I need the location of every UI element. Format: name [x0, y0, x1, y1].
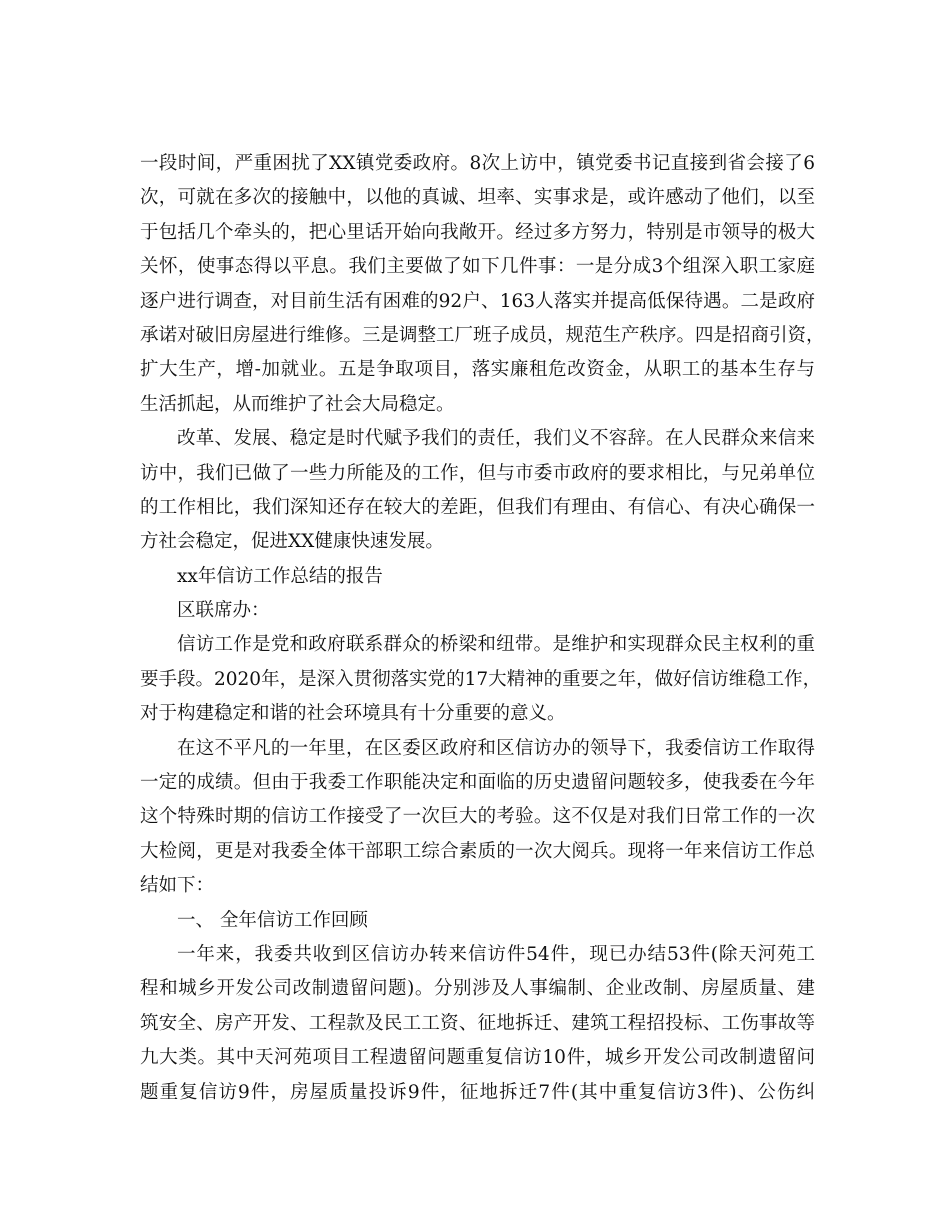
- text-line: 逐户进行调查，对目前生活有困难的92户、163人落实并提高低保待遇。二是政府: [140, 290, 815, 312]
- text-line: 方社会稳定，促进XX健康快速发展。: [140, 531, 444, 553]
- text-line: 一定的成绩。但由于我委工作职能决定和面临的历史遗留问题较多，使我委在今年: [140, 772, 815, 794]
- paragraph-start-line: 一年来，我委共收到区信访办转来信访件54件，现已办结53件(除天河苑工: [177, 943, 815, 965]
- text-line: 承诺对破旧房屋进行维修。三是调整工厂班子成员，规范生产秩序。四是招商引资，: [140, 324, 825, 346]
- text-line: 次，可就在多次的接触中，以他的真诚、坦率、实事求是，或许感动了他们，以至: [140, 187, 815, 209]
- text-line: 筑安全、房产开发、工程款及民工工资、征地拆迁、建筑工程招投标、工伤事故等: [140, 1012, 815, 1034]
- text-line: 对于构建稳定和谐的社会环境具有十分重要的意义。: [140, 703, 566, 725]
- document-page: [140, 147, 825, 1110]
- text-line: 大检阅，更是对我委全体干部职工综合素质的一次大阅兵。现将一年来信访工作总: [140, 840, 815, 862]
- paragraph-start-line: 在这不平凡的一年里，在区委区政府和区信访办的领导下，我委信访工作取得: [177, 737, 815, 759]
- text-line: 题重复信访9件，房屋质量投诉9件，征地拆迁7件(其中重复信访3件)、公伤纠: [140, 1081, 815, 1103]
- text-line: 程和城乡开发公司改制遗留问题)。分别涉及人事编制、企业改制、房屋质量、建: [140, 978, 815, 1000]
- text-line: 生活抓起，从而维护了社会大局稳定。: [140, 393, 455, 415]
- text-line: 扩大生产，增-加就业。五是争取项目，落实廉租危改资金，从职工的基本生存与: [140, 359, 815, 381]
- text-line: 九大类。其中天河苑项目工程遗留问题重复信访10件，城乡开发公司改制遗留问: [140, 1047, 815, 1069]
- paragraph-start-line: 改革、发展、稳定是时代赋予我们的责任，我们义不容辞。在人民群众来信来: [177, 428, 815, 450]
- text-line: 要手段。2020年，是深入贯彻落实党的17大精神的重要之年，做好信访维稳工作，: [140, 668, 822, 690]
- addressee: 区联席办：: [177, 600, 270, 622]
- section-heading: 一、 全年信访工作回顾: [177, 909, 368, 931]
- text-line: 关怀，使事态得以平息。我们主要做了如下几件事：一是分成3个组深入职工家庭: [140, 256, 815, 278]
- text-line: 访中，我们已做了一些力所能及的工作，但与市委市政府的要求相比，与兄弟单位: [140, 462, 815, 484]
- text-line: 于包括几个牵头的，把心里话开始向我敞开。经过多方努力，特别是市领导的极大: [140, 221, 815, 243]
- text-line: 一段时间，严重困扰了XX镇党委政府。8次上访中，镇党委书记直接到省会接了6: [140, 153, 815, 174]
- text-line: 这个特殊时期的信访工作接受了一次巨大的考验。这不仅是对我们日常工作的一次: [140, 806, 815, 828]
- paragraph-start-line: 信访工作是党和政府联系群众的桥梁和纽带。是维护和实现群众民主权利的重: [177, 634, 815, 656]
- text-line: 结如下：: [140, 875, 215, 897]
- text-line: 的工作相比，我们深知还存在较大的差距，但我们有理由、有信心、有决心确保一: [140, 496, 815, 518]
- report-title: xx年信访工作总结的报告: [177, 565, 383, 587]
